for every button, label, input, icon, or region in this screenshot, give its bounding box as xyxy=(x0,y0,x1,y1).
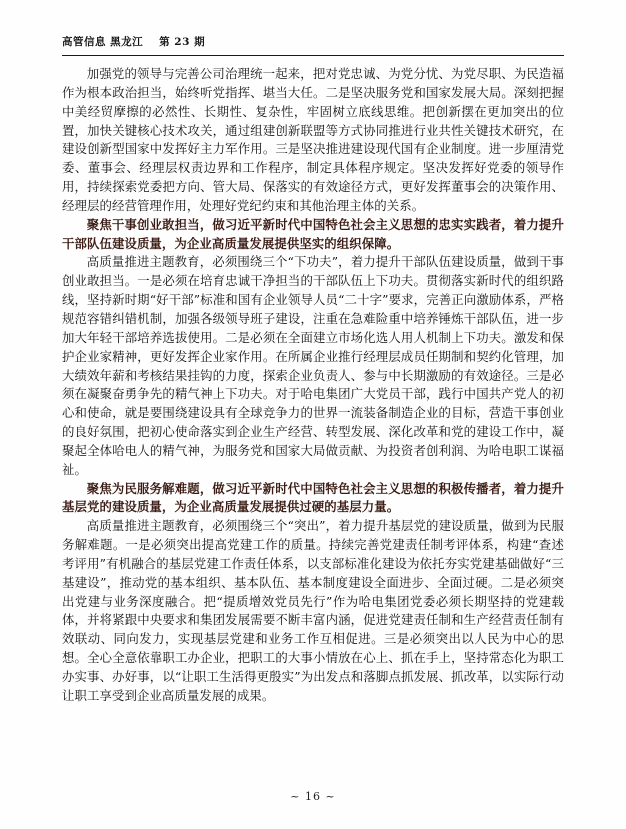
header-issue: 第 23 期 xyxy=(159,36,206,48)
header-title: 高管信息 黑龙江 xyxy=(62,36,144,48)
paragraph: 高质量推进主题教育，必须围绕三个“下功夫”，着力提升干部队伍建设质量，做到干事创业敢担当。一是必须在培育忠诚干净担当的干部队伍上下功夫。贯彻落实新时代的组织路线，坚持新时期“好干部”标准和国有企业领导人员“二十字”要求，完善正向激励体系，严格规范容错纠错机制，加强各级领导班子建设，注重在急难险重中培养锤炼干部队伍，进一步加大年轻干部培养选拔使用。二是必须在全面建立市场化选人用人机制上下功夫。激发和保护企业家精神，更好发挥企业家作用。在所属企业推行经理层成员任期制和契约化管理，加大绩效年薪和考核结果挂钩的力度，探索企业负责人、参与中长期激励的有效途径。三是必须在凝聚奋勇争先的精气神上下功夫。对于哈电集团广大党员干部，践行中国共产党人的初心和使命，就是要围绕建设具有全球竞争力的世界一流装备制造企业的目标，营造干事创业的良好氛围，把初心使命落实到企业生产经营、转型发展、深化改革和党的建设工作中，凝聚起全体哈电人的精气神，为服务党和国家大局做贡献、为投资者创利润、为哈电职工谋福祉。 xyxy=(62,254,564,477)
paragraph: 高质量推进主题教育，必须围绕三个“突出”，着力提升基层党的建设质量，做到为民服务解难题。一是必须突出提高党建工作的质量。持续完善党建责任制考评体系，构建“查述考评用”有机融合的基层党建工作责任体系，以支部标准化建设为依托夯实党建基础做好“三基建设”，推动党的基本组织、基本队伍、基本制度建设全面进步、全面过硬。二是必须突出党建与业务深度融合。把“提质增效党员先行”作为哈电集团党委必须长期坚持的党建载体，并将紧跟中央要求和集团发展需要不断丰富内涵，促进党建责任制和生产经营责任制有效联动、同向发力，实现基层党建和业务工作互相促进。三是必须突出以人民为中心的思想。全心全意依靠职工办企业，把职工的大事小情放在心上、抓在手上，坚持常态化为职工办实事、办好事，以“让职工生活得更殷实”为出发点和落脚点抓发展、抓改革，以实际行动让职工享受到企业高质量发展的成果。 xyxy=(62,518,564,703)
section-heading: 聚焦为民服务解难题，做习近平新时代中国特色社会主义思想的积极传播者，着力提升基层党的建设质量，为企业高质量发展提供过硬的基层力量。 xyxy=(62,480,564,515)
page-footer xyxy=(0,790,626,803)
document-body xyxy=(62,65,564,706)
page-number: ~ 16 ~ xyxy=(290,790,336,803)
page-header xyxy=(62,34,564,49)
paragraph: 加强党的领导与完善公司治理统一起来，把对党忠诚、为党分忧、为党尽职、为民造福作为根本政治担当，始终听党指挥、堪当大任。二是坚决服务党和国家发展大局。深刻把握中美经贸摩擦的必然性、长期性、复杂性，牢固树立底线思维。把创新摆在更加突出的位置，加快关键核心技术攻关，通过组建创新联盟等方式协同推进行业共性关键技术研究，在建设创新型国家中发挥好主力军作用。三是坚决推进建设现代国有企业制度。进一步厘清党委、董事会、经理层权责边界和工作程序，制定具体程序规定。坚决发挥好党委的领导作用，持续探索党委把方向、管大局、保落实的有效途径方式，更好发挥董事会的决策作用、经理层的经营管理作用，处理好党纪约束和其他治理主体的关系。 xyxy=(62,66,564,213)
section-heading: 聚焦干事创业敢担当，做习近平新时代中国特色社会主义思想的忠实实践者，着力提升干部队伍建设质量，为企业高质量发展提供坚实的组织保障。 xyxy=(62,216,564,251)
header-divider xyxy=(62,55,564,56)
